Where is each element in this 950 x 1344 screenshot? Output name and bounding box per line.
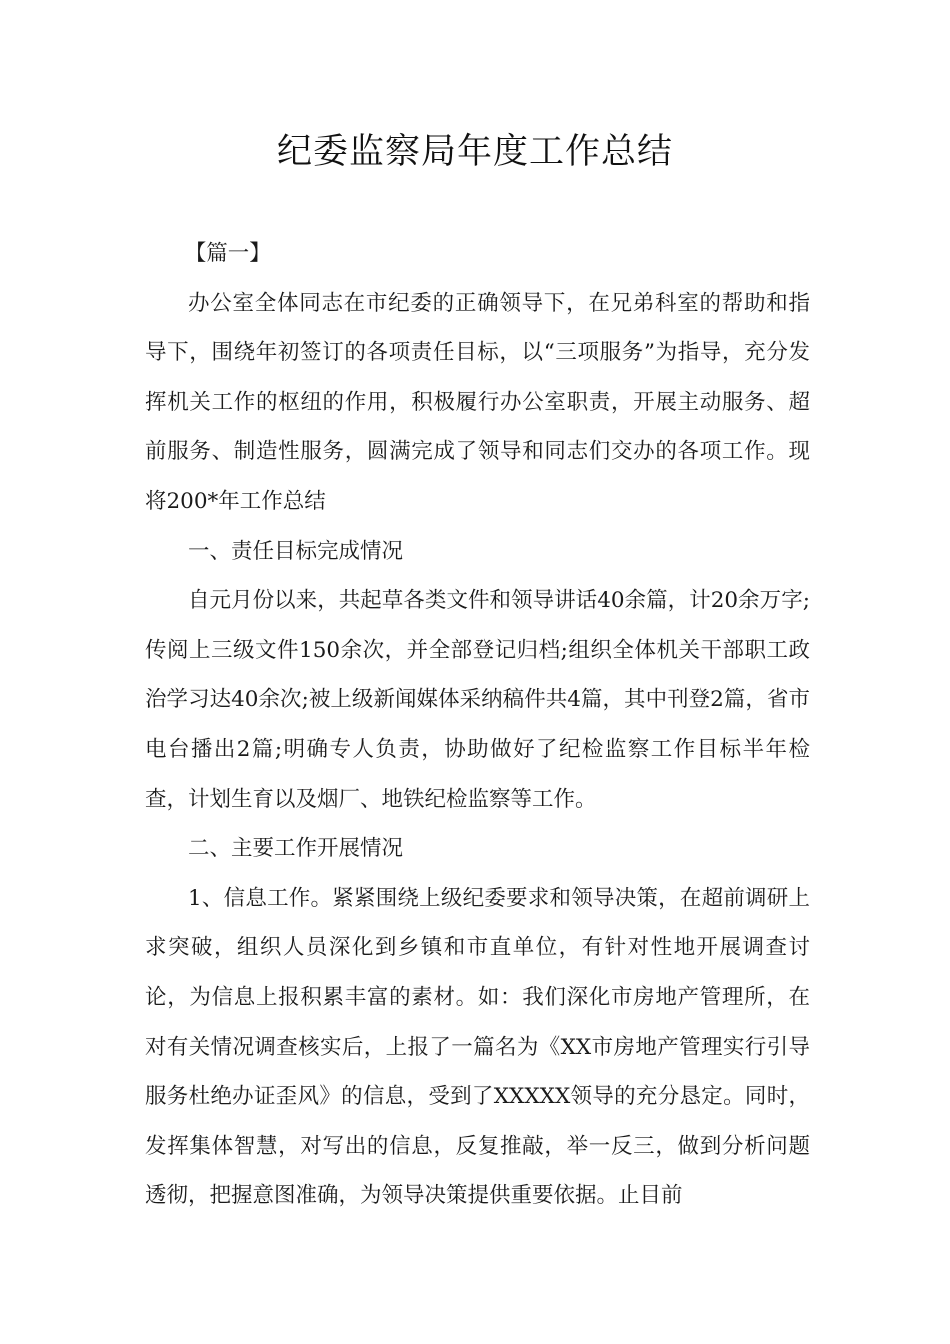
paragraph-information-work: 1、信息工作。紧紧围绕上级纪委要求和领导决策，在超前调研上求突破，组织人员深化到乡镇和市直单位，有针对性地开展调查讨论，为信息上报积累丰富的素材。如：我们深化市房地产管理所，在对有关情况调查核实后，上报了一篇名为《XX市房地产管理实行引导服务杜绝办证歪风》的信息，受到了XXXXX领导的充分恳定。同时，发挥集体智慧，对写出的信息，反复推敲，举一反三，做到分析问题透彻，把握意图准确，为领导决策提供重要依据。止目前 xyxy=(145,885,810,1209)
section-tag: 【篇一】 xyxy=(184,241,271,266)
heading-responsibility-targets: 一、责任目标完成情况 xyxy=(188,538,404,564)
heading-main-work: 二、主要工作开展情况 xyxy=(188,836,404,862)
paragraph-targets: 自元月份以来，共起草各类文件和领导讲话40余篇，计20余万字;传阅上三级文件150余次，并全部登记归档;组织全体机关干部职工政治学习达40余次;被上级新闻媒体采纳稿件共4篇，其中刊登2篇，省市电台播出2篇;明确专人负责，协助做好了纪检监察工作目标半年检查，计划生育以及烟厂、地铁纪检监察等工作。 xyxy=(145,588,810,812)
document-body xyxy=(145,229,810,1221)
paragraph-intro: 办公室全体同志在市纪委的正确领导下，在兄弟科室的帮助和指导下，围绕年初签订的各项责任目标，以“三项服务”为指导，充分发挥机关工作的枢纽的作用，积极履行办公室职责，开展主动服务、超前服务、制造性服务，圆满完成了领导和同志们交办的各项工作。现将200*年工作总结 xyxy=(145,290,810,514)
document-title: 纪委监察局年度工作总结 xyxy=(276,132,673,172)
